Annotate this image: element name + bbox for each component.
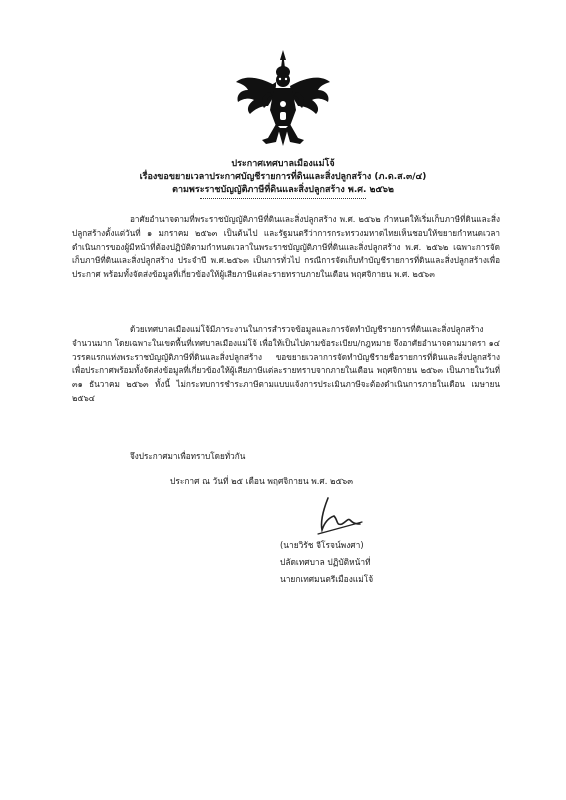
closing-statement: จึงประกาศมาเพื่อทราบโดยทั่วกัน [130, 451, 246, 461]
announcement-date: ประกาศ ณ วันที่ ๒๕ เดือน พฤศจิกายน พ.ศ. ๒๕๖๓ [170, 476, 353, 486]
dotted-divider [200, 198, 366, 199]
paragraph-2 [72, 323, 500, 406]
garuda-emblem-icon [232, 48, 334, 148]
org-heading: ประกาศเทศบาลเมืองแม่โจ้ [231, 159, 335, 169]
signature-icon [300, 494, 370, 540]
law-heading: ตามพระราชบัญญัติภาษีที่ดินและสิ่งปลูกสร้าง พ.ศ. ๒๕๖๒ [172, 185, 394, 195]
subject-heading: เรื่องขอขยายเวลาประกาศบัญชีรายการที่ดินและสิ่งปลูกสร้าง (ภ.ด.ส.๓/๔) [139, 172, 427, 182]
signatory-role: นายกเทศมนตรีเมืองแม่โจ้ [280, 574, 374, 584]
signatory-name: (นายวิรัช จีโรจน์พงศา) [280, 540, 364, 550]
paragraph-2-text: ด้วยเทศบาลเมืองแม่โจ้มีภาระงานในการสำรวจข้อมูลและการจัดทำบัญชีรายการที่ดินและสิ่งปลูกสร้างจำนวนมาก โดยเฉพาะในเขตพื้นที่เทศบาลเมืองแม่โจ้ เพื่อให้เป็นไปตามข้อระเบียบ/กฎหมาย จึงอาศัยอำนาจตามมาตรา ๑๔ วรรคแรกแห่งพระราชบัญญัติภาษีที่ดินและสิ่งปลูกสร้าง ขอขยายเวลาการจัดทำบัญชีรายชื่อรายการที่ดินและสิ่งปลูกสร้างเพื่อประกาศพร้อมทั้งจัดส่งข้อมูลที่เกี่ยวข้องให้ผู้เสียภาษีแต่ละรายทราบจากภายในเดือน พฤศจิกายน ๒๕๖๓ เป็นภายในวันที่ ๓๑ ธันวาคม ๒๕๖๓ ทั้งนี้ ไม่กระทบการชำระภาษีตามแบบแจ้งการประเมินภาษีจะต้องดำเนินการภายในเดือน เมษายน ๒๕๖๔ [72, 324, 500, 403]
paragraph-1 [72, 213, 500, 282]
paragraph-1-text: อาศัยอำนาจตามที่พระราชบัญญัติภาษีที่ดินและสิ่งปลูกสร้าง พ.ศ. ๒๕๖๒ กำหนดให้เริ่มเก็บภาษีที่ดินและสิ่งปลูกสร้างตั้งแต่วันที่ ๑ มกราคม ๒๕๖๓ เป็นต้นไป และรัฐมนตรีว่าการกระทรวงมหาดไทยเห็นชอบให้ขยายกำหนดเวลาดำเนินการของผู้มีหน้าที่ต้องปฏิบัติตามกำหนดเวลาในพระราชบัญญัติภาษีที่ดินและสิ่งปลูกสร้าง พ.ศ. ๒๕๖๒ เฉพาะการจัดเก็บภาษีที่ดินและสิ่งปลูกสร้าง ประจำปี พ.ศ.๒๕๖๓ เป็นการทั่วไป กรณีการจัดเก็บทำบัญชีรายการที่ดินและสิ่งปลูกสร้างเพื่อประกาศ พร้อมทั้งจัดส่งข้อมูลที่เกี่ยวข้องให้ผู้เสียภาษีแต่ละรายทราบภายในเดือน พฤศจิกายน พ.ศ. ๒๕๖๓ [72, 214, 500, 280]
signatory-title: ปลัดเทศบาล ปฏิบัติหน้าที่ [280, 557, 371, 567]
